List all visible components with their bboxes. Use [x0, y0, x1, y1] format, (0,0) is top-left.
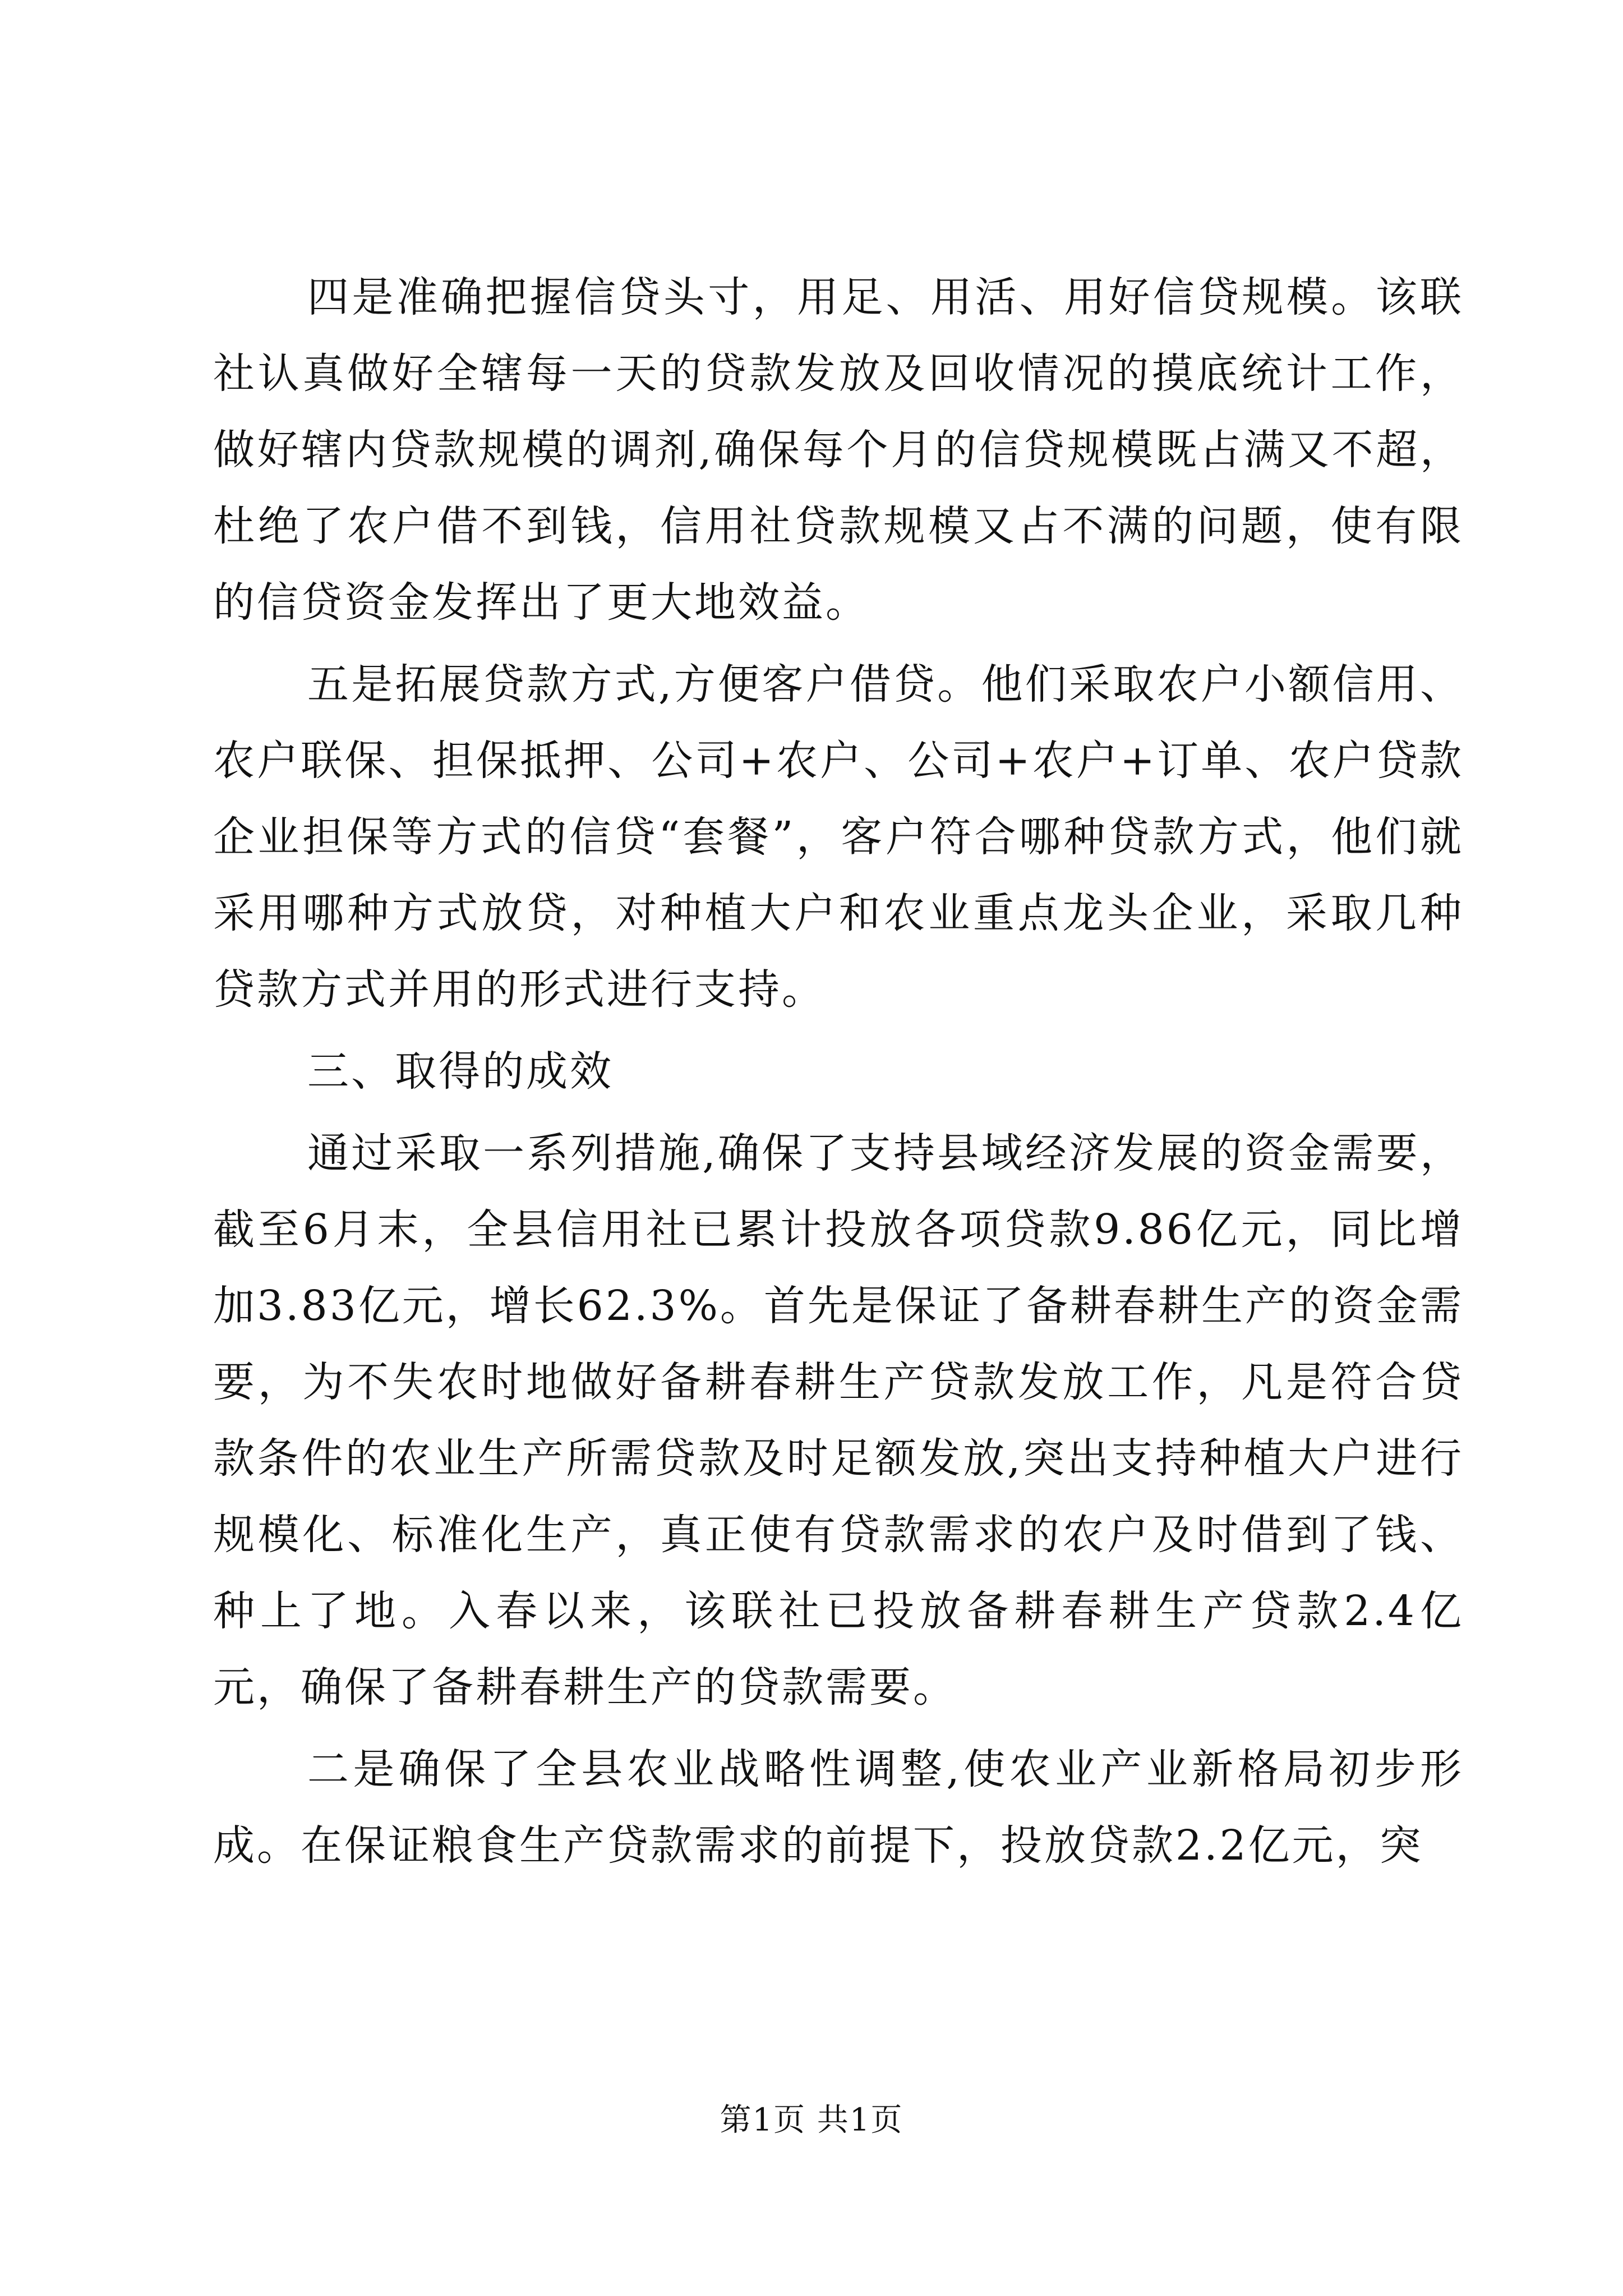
page-footer: 第1页 共1页	[720, 2102, 903, 2138]
section-heading-results: 三、取得的成效	[307, 1047, 614, 1096]
paragraph-agricultural-adjustment: 二是确保了全县农业战略性调整,使农业产业新格局初步形成。在保证粮食生产贷款需求的前提下，投放贷款2.2亿元，突	[213, 1745, 1464, 1870]
paragraph-credit-scale: 四是准确把握信贷头寸，用足、用活、用好信贷规模。该联社认真做好全辖每一天的贷款发放及回收情况的摸底统计工作，做好辖内贷款规模的调剂,确保每个月的信贷规模既占满又不超，杜绝了农户借不到钱，信用社贷款规模又占不满的问题，使有限的信贷资金发挥出了更大地效益。	[213, 273, 1464, 627]
paragraph-results-summary: 通过采取一系列措施,确保了支持县域经济发展的资金需要，截至6月末，全县信用社已累计投放各项贷款9.86亿元，同比增加3.83亿元，增长62.3%。首先是保证了备耕春耕生产的资金需要，为不失农时地做好备耕春耕生产贷款发放工作，凡是符合贷款条件的农业生产所需贷款及时足额发放,突出支持种植大户进行规模化、标准化生产，真正使有贷款需求的农户及时借到了钱、种上了地。入春以来，该联社已投放备耕春耕生产贷款2.4亿元，确保了备耕春耕生产的贷款需要。	[213, 1129, 1464, 1711]
document-body	[213, 259, 1464, 1884]
paragraph-loan-methods: 五是拓展贷款方式,方便客户借贷。他们采取农户小额信用、农户联保、担保抵押、公司+农户、公司+农户+订单、农户贷款企业担保等方式的信贷“套餐”，客户符合哪种贷款方式，他们就采用哪种方式放贷，对种植大户和农业重点龙头企业，采取几种贷款方式并用的形式进行支持。	[213, 660, 1464, 1014]
